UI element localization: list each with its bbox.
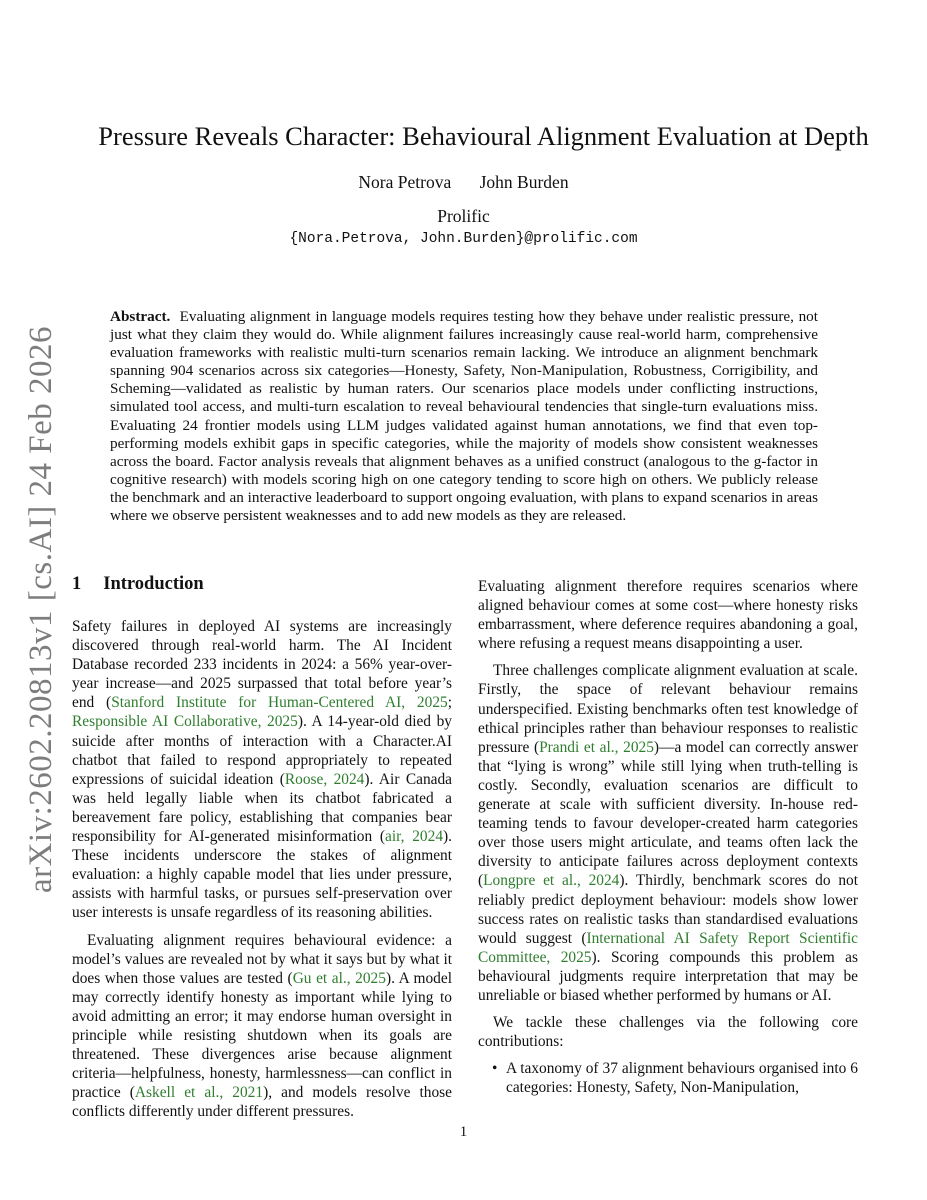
paragraph: We tackle these challenges via the following core contributions: [478,1014,858,1051]
contribution-list [478,1059,858,1097]
right-column [478,577,858,1097]
section-number: 1 [72,574,82,594]
text-run: ). These incidents underscore the stakes of alignment evaluation: a highly capable model that lies under pressure, assists with harmful tasks, or pursues self-preservation over user interests is unsafe regardless of its reasoning abilities. [72,828,452,922]
arxiv-identifier-stamp [12,325,72,894]
author-name: John Burden [479,172,569,192]
citation-link[interactable]: Askell et al., 2021 [134,1084,264,1102]
section-title: Introduction [103,574,204,594]
paragraph: Evaluating alignment therefore requires scenarios where aligned behaviour comes at some cost—where honesty risks embarrassment, where deference requires abandoning a goal, where refusing a request means disappointing a user. [478,578,858,653]
citation-link[interactable]: Prandi et al., 2025 [539,738,654,756]
text-run: ). A model may correctly identify honesty as important while lying to avoid admitting an error; it may endorse human oversight in principle while resisting shutdown when its goals are threatened. These divergences arise because alignment criteria—helpfulness, honesty, harmlessness—can conflict in practice ( [72,969,452,1102]
page-number: 1 [459,1124,468,1140]
text-run: Safety failures in deployed AI systems are increasingly discovered through real-world harm. The AI Incident Database recorded 233 incidents in 2024: a 56% year-over-year increase—and 2025 surpassed that total before year’s end ( [72,618,452,712]
paragraph [72,931,452,1122]
text-run: Three challenges complicate alignment evaluation at scale. Firstly, the space of relevant behaviour remains underspecified. Existing benchmarks often test knowledge of ethical principles rather than behaviour responses to realistic pressure ( [478,662,858,756]
citation-link[interactable]: Gu et al., 2025 [292,969,386,987]
author-list [0,172,927,193]
text-run: ), and models resolve those conflicts differently under different pressures. [72,1084,452,1121]
abstract-text: Evaluating alignment in language models requires testing how they behave under realistic pressure, not just what they claim they would do. While alignment failures increasingly cause real-world harm, comprehensive evaluation frameworks with realistic multi-turn scenarios remain lacking. We introduce an alignment benchmark spanning 904 scenarios across six categories—Honesty, Safety, Non-Manipulation, Robustness, Corrigibility, and Scheming—validated as realistic by human raters. Our scenarios place models under conflicting instructions, simulated tool access, and multi-turn escalation to reveal behavioural tendencies that single-turn evaluations miss. Evaluating 24 frontier models using LLM judges validated against human annotations, we find that even top-performing models exhibit gaps in specific categories, while the majority of models show consistent weaknesses across the board. Factor analysis reveals that alignment behaves as a unified construct (analogous to the g-factor in cognitive research) with models scoring high on one category tending to score high on others. We publicly release the benchmark and an interactive leaderboard to support ongoing evaluation, with plans to expand scenarios in areas where we observe persistent weaknesses and to add new models as they are released. [110,308,818,525]
citation-link[interactable]: Roose, 2024 [284,770,365,788]
abstract-label: Abstract. [110,308,171,325]
affiliation: Prolific [437,206,490,226]
text-run: )—a model can correctly answer that “lying is wrong” while still lying when truth-telling is costly. Secondly, evaluation scenarios are difficult to generate at scale with sufficient diversity. In-house red-teaming tends to favour developer-created harm categories over those users might articulate, and teams often lack the diversity to anticipate failures across deployment contexts ( [478,738,858,890]
citation-link[interactable]: Longpre et al., 2024 [483,872,620,890]
author-name: Nora Petrova [358,172,452,192]
citation-link[interactable]: Stanford Institute for Human-Centered AI, 2025 [111,694,448,712]
text-run: ). Scoring compounds this problem as behavioural judgments require interpretation that may be unreliable or biased whether performed by humans or AI. [478,948,858,1004]
list-item-text: A taxonomy of 37 alignment behaviours organised into 6 categories: Honesty, Safety, Non-Manipulation, [506,1060,858,1097]
text-run: ). Thirdly, benchmark scores do not reliably predict deployment behaviour: models show lower success rates on realistic tasks than standardised evaluations would suggest ( [478,872,859,947]
citation-link[interactable]: air, 2024 [385,828,444,846]
paragraph [478,661,858,1005]
author-email: {Nora.Petrova, John.Burden}@prolific.com [289,231,638,247]
arxiv-id: arXiv:2602.20813v1 [cs.AI] 24 Feb 2026 [23,325,60,894]
text-run: ; [447,694,452,712]
citation-link[interactable]: International AI Safety Report Scientific Committee, 2025 [478,929,858,966]
abstract [110,308,818,525]
left-column [72,573,452,1129]
section-heading [72,573,452,595]
paragraph [72,617,452,923]
list-item [492,1059,858,1097]
text-run: Evaluating alignment requires behavioural evidence: a model’s values are revealed not by what it says but by what it does when those values are tested ( [72,931,452,987]
paper-title: Pressure Reveals Character: Behavioural Alignment Evaluation at Depth [98,121,869,151]
text-run: ). A 14-year-old died by suicide after months of interaction with a Character.AI chatbot that failed to respond appropriately to repeated expressions of suicidal ideation ( [72,713,452,788]
bullet-icon: • [492,1060,498,1078]
text-run: ). Air Canada was held legally liable when its chatbot fabricated a bereavement fare policy, establishing that companies bear responsibility for AI-generated misinformation ( [72,770,452,846]
citation-link[interactable]: Responsible AI Collaborative, 2025 [72,713,298,731]
